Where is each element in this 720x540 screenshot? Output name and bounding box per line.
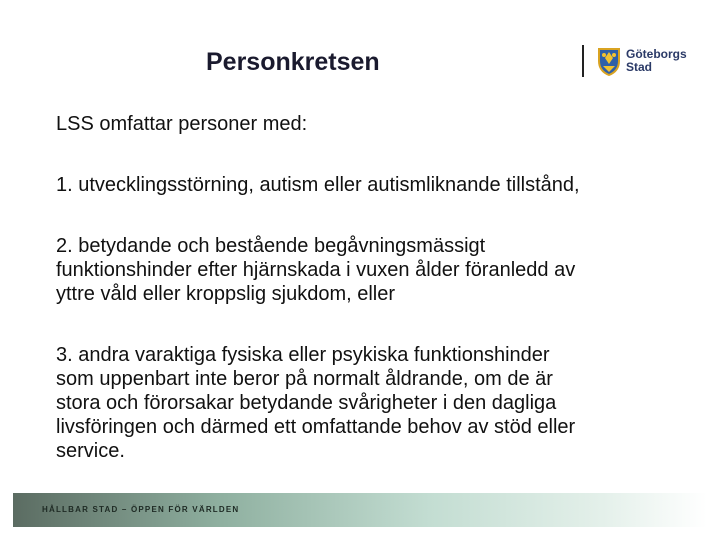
logo-line-2: Stad [626, 60, 653, 74]
logo-line-1: Göteborgs [626, 47, 687, 61]
list-item-2: 2. betydande och bestående begåvningsmässigt funktionshinder efter hjärnskada i vuxen ålder föranledd av yttre våld eller kroppslig sjukdom, eller [56, 235, 576, 305]
intro-text: LSS omfattar personer med: [56, 113, 308, 135]
list-item-1: 1. utvecklingsstörning, autism eller autismliknande tillstånd, [56, 174, 580, 196]
logo-wordmark [626, 48, 687, 74]
list-item-3: 3. andra varaktiga fysiska eller psykiska funktionshinder som uppenbart inte beror på normalt åldrande, om de är stora och förorsakar betydande svårigheter i den dagliga livsföringen och därmed ett omfattande behov av stöd eller service. [56, 344, 576, 462]
slide-title: Personkretsen [206, 48, 380, 76]
logo-divider [582, 45, 584, 77]
footer-banner [13, 493, 707, 527]
footer-slogan: HÅLLBAR STAD – ÖPPEN FÖR VÄRLDEN [42, 505, 240, 514]
coat-of-arms-icon [596, 46, 622, 76]
goteborgs-stad-logo [582, 44, 687, 78]
